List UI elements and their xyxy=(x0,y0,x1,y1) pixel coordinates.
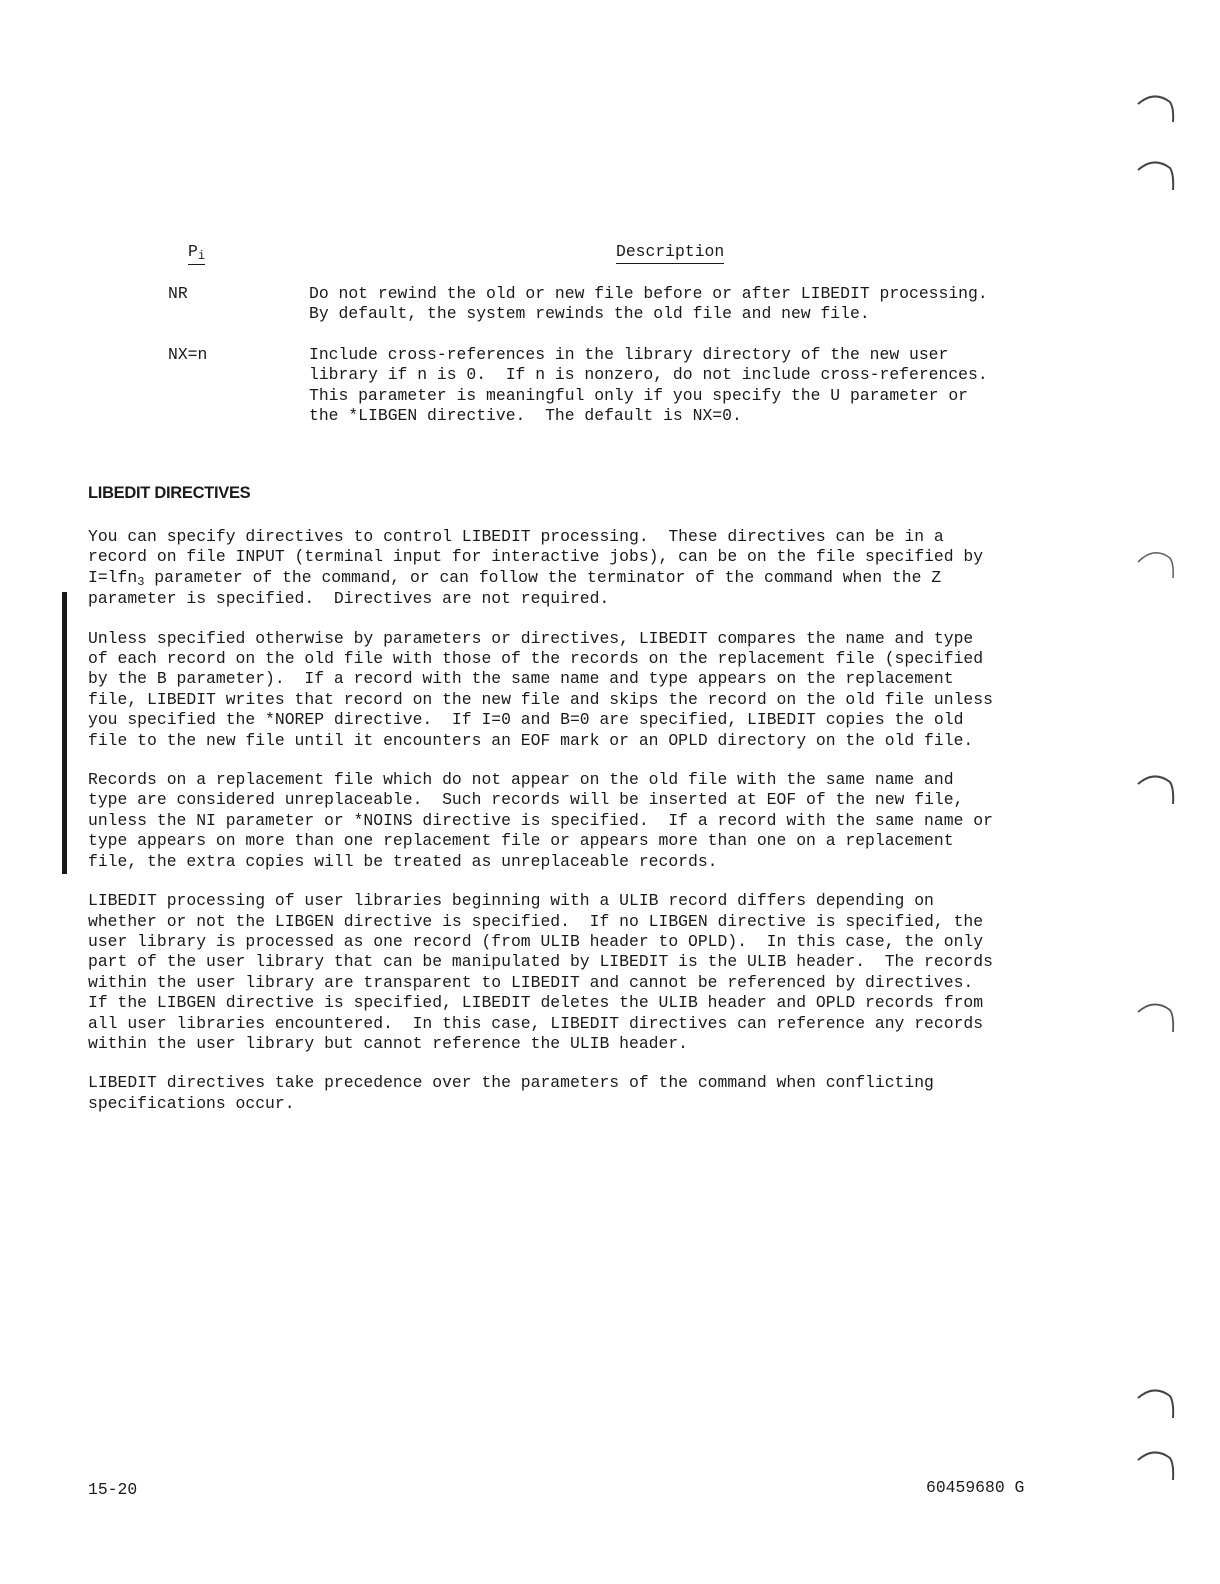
paragraph: LIBEDIT processing of user libraries beginning with a ULIB record differs depending on whether or not the LIBGEN directive is specified. If no LIBGEN directive is specified, the user library is processed as one record (from ULIB header to OPLD). In this case, the only part of the user library that can be manipulated by LIBEDIT is the ULIB header. The records within the user library are transparent to LIBEDIT and cannot be referenced by directives. If the LIBGEN directive is specified, LIBEDIT deletes the ULIB header and OPLD records from all user libraries encountered. In this case, LIBEDIT directives can reference any records within the user library but cannot reference the ULIB header. xyxy=(88,891,993,1053)
section-heading: LIBEDIT DIRECTIVES xyxy=(88,484,251,502)
binder-hole-mark-icon xyxy=(1136,1386,1176,1422)
column-header-pi xyxy=(188,242,205,265)
column-header-description: Description xyxy=(616,242,724,264)
document-number: 60459680 G xyxy=(926,1478,1025,1497)
table-header-row xyxy=(168,240,1028,274)
pi-label: P xyxy=(188,242,198,261)
table-row xyxy=(168,345,1028,427)
change-bar xyxy=(62,592,67,874)
paragraph: Records on a replacement file which do not appear on the old file with the same name and type are considered unreplaceable. Such records will be inserted at EOF of the new file, unless the NI parameter or *NOINS directive is specified. If a record with the same name or type appears on more than one replacement file or appears more than one on a replacement file, the extra copies will be treated as unreplaceable records. xyxy=(88,770,993,871)
parameter-table xyxy=(168,240,1028,426)
page-number: 15-20 xyxy=(88,1480,138,1499)
table-row xyxy=(168,284,1028,325)
binder-hole-mark-icon xyxy=(1136,546,1176,582)
parameter-name: NX=n xyxy=(168,344,208,364)
parameter-description: Do not rewind the old or new file before or after LIBEDIT processing. By default, the system rewinds the old file and new file. xyxy=(309,284,988,324)
paragraph: LIBEDIT directives take precedence over the parameters of the command when conflicting specifications occur. xyxy=(88,1073,934,1113)
paragraph: Unless specified otherwise by parameters or directives, LIBEDIT compares the name and type of each record on the old file with those of the records on the replacement file (specified by the B parameter). If a record with the same name and type appears on the replacement file, LIBEDIT writes that record on the new file and skips the record on the old file unless you specified the *NOREP directive. If I=0 and B=0 are specified, LIBEDIT copies the old file to the new file until it encounters an EOF mark or an OPLD directory on the old file. xyxy=(88,628,993,750)
binder-hole-mark-icon xyxy=(1136,1448,1176,1484)
parameter-description: Include cross-references in the library directory of the new user library if n is 0. If n is nonzero, do not include cross-references. This parameter is meaningful only if you specify the U parameter or the *LIBGEN directive. The default is NX=0. xyxy=(309,344,988,426)
paragraph: You can specify directives to control LIBEDIT processing. These directives can be in a record on file INPUT (terminal input for interactive jobs), can be on the file specified by I=lfn3 parameter of the command, or can follow the terminator of the command when the Z parameter is specified. Directives are not required. xyxy=(88,527,984,609)
binder-hole-mark-icon xyxy=(1136,92,1176,128)
binder-hole-mark-icon xyxy=(1136,1000,1176,1036)
parameter-name: NR xyxy=(168,284,188,303)
binder-hole-mark-icon xyxy=(1136,158,1176,194)
section-body xyxy=(88,527,1048,1133)
binder-hole-mark-icon xyxy=(1136,772,1176,808)
pi-subscript: i xyxy=(197,249,206,263)
